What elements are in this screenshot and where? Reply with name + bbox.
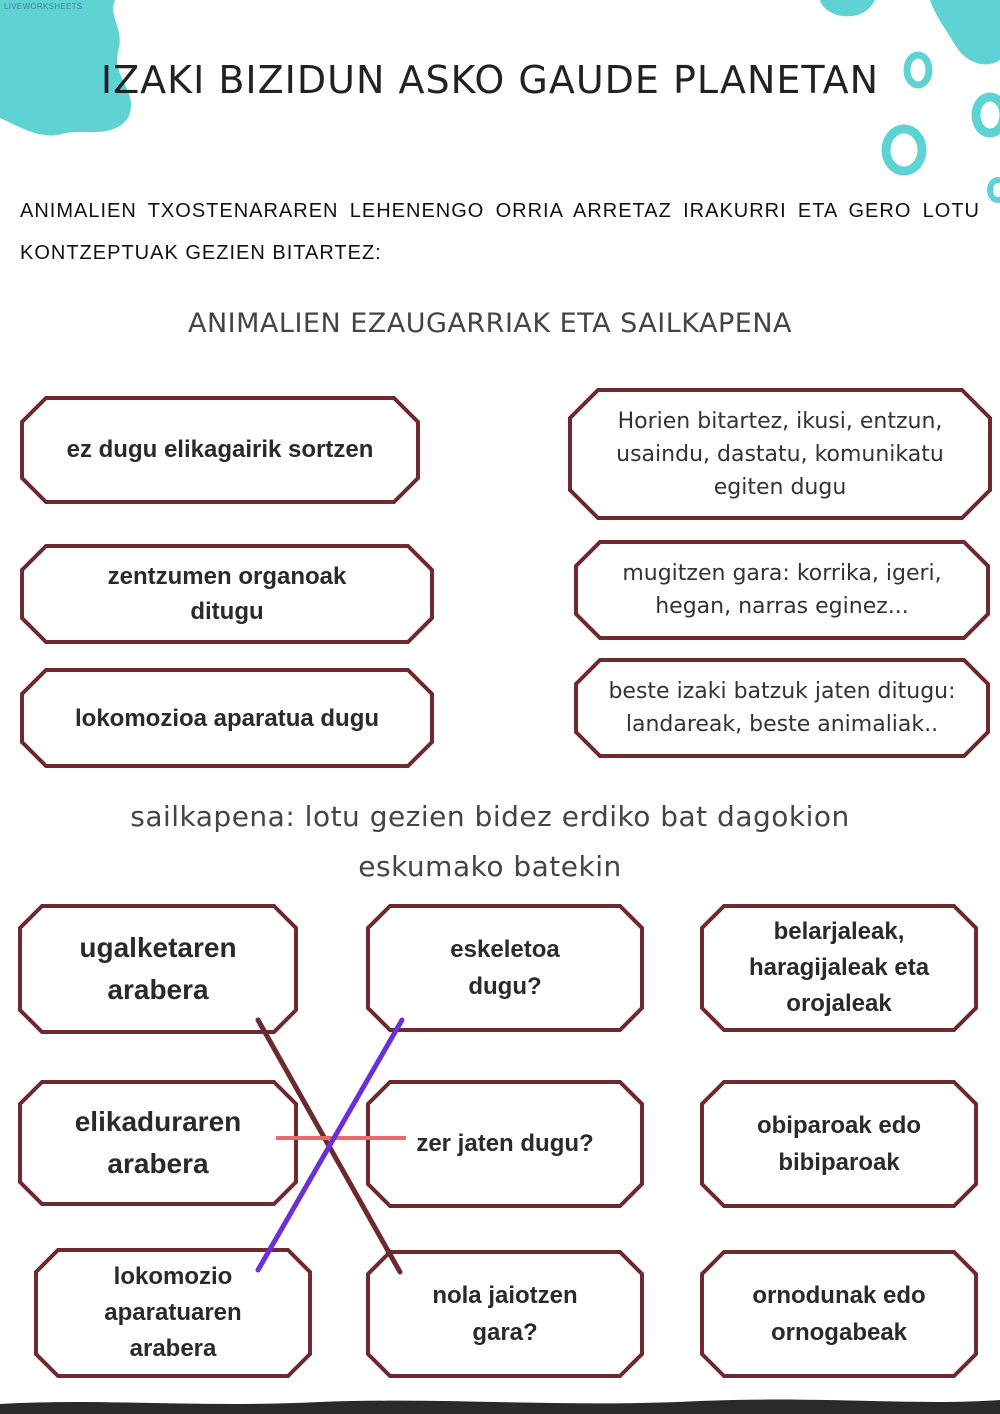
instructions-text: ANIMALIEN TXOSTENARAREN LEHENENGO ORRIA ARRETAZ IRAKURRI ETA GERO LOTU KONTZEPTUAK GEZIEN BITARTEZ:: [20, 200, 980, 264]
bottom-brush-stroke: [0, 1394, 1000, 1414]
page-title: IZAKI BIZIDUN ASKO GAUDE PLANETAN: [100, 58, 880, 102]
right-description-label: beste izaki batzuk jaten ditugu: landareak, beste animaliak..: [608, 679, 956, 737]
answer-label: ornodunak edo ornogabeak: [752, 1282, 926, 1346]
section-heading-characteristics: ANIMALIEN EZAUGARRIAK ETA SAILKAPENA: [188, 308, 792, 339]
criterion-label: lokomozio aparatuaren arabera: [104, 1263, 242, 1362]
left-concept-label: lokomozioa aparatua dugu: [74, 704, 380, 732]
question-label: nola jaiotzen gara?: [432, 1282, 578, 1346]
watermark-text: LIVEWORKSHEETS: [4, 2, 83, 11]
section-heading-classification-line2: eskumako batekin: [358, 850, 622, 883]
left-concept-label: ez dugu elikagairik sortzen: [66, 436, 374, 463]
answer-label: belarjaleak, haragijaleak eta orojaleak: [748, 918, 930, 1017]
section-heading-classification: sailkapena: lotu gezien bidez erdiko bat dagokion: [130, 800, 850, 833]
criterion-label: ugalketaren arabera: [79, 932, 237, 1005]
right-description-label: mugitzen gara: korrika, igeri, hegan, narras eginez...: [622, 561, 942, 619]
right-description-label: Horien bitartez, ikusi, entzun, usaindu, dastatu, komunikatu egiten dugu: [616, 408, 944, 500]
criterion-label: elikaduraren arabera: [74, 1106, 242, 1179]
left-concept-label: zentzumen organoak ditugu: [107, 563, 347, 625]
question-label: eskeletoa dugu?: [450, 936, 560, 1000]
answer-label: obiparoak edo bibiparoak: [756, 1112, 922, 1176]
question-label: zer jaten dugu?: [416, 1130, 594, 1157]
